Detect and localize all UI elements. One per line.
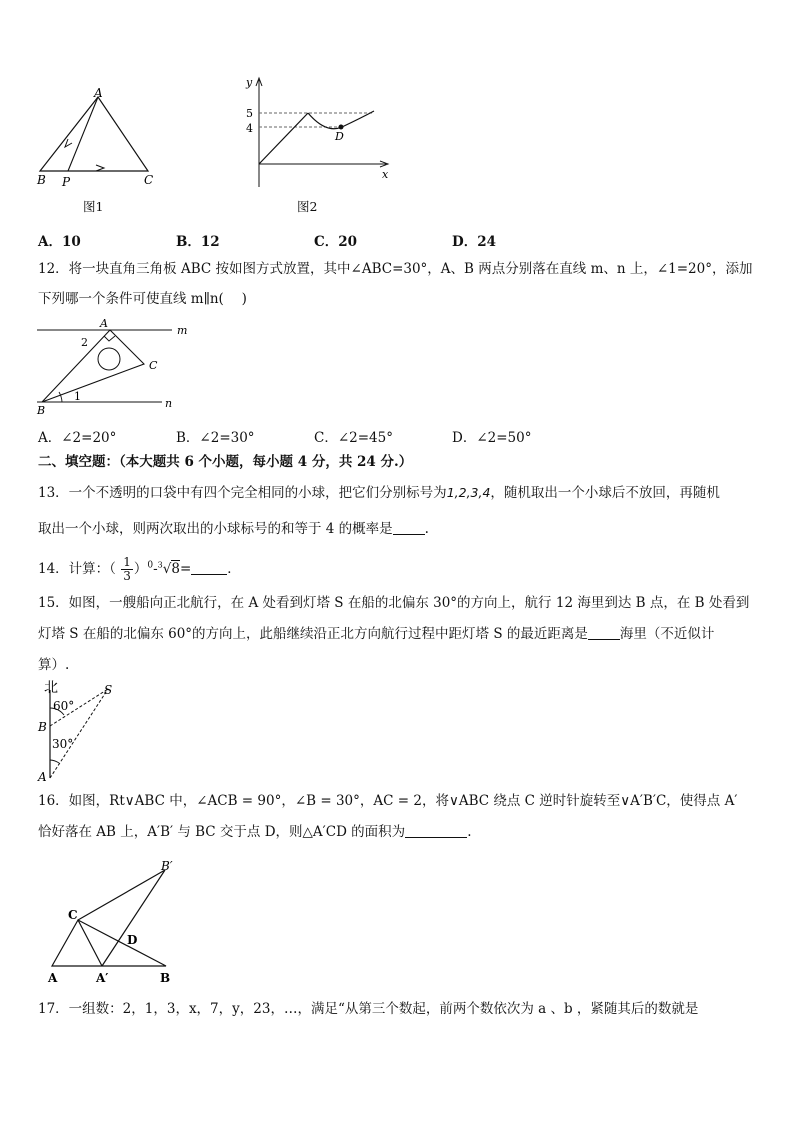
q14-prefix: 14．计算：（ [38, 561, 116, 577]
q15-text-line1: 15．如图，一艘船向正北航行，在 A 处看到灯塔 S 在船的北偏东 30°的方向上，航行 12 海里到达 B 点，在 B 处看到 [38, 595, 750, 611]
q13-text-a: 13．一个不透明的口袋中有四个完全相同的小球，把它们分别标号为 [38, 485, 447, 501]
q16-text-line2 [38, 823, 471, 841]
q15-label-b: B [38, 720, 47, 734]
q14-equals: = [179, 561, 192, 577]
q15-text-a: 灯塔 S 在船的北偏东 60°的方向上，此船继续沿正北方向航行过程中距灯塔 S 的最近距离是 [38, 626, 588, 642]
q14-end: ． [227, 561, 241, 577]
q12-label-m: m [177, 324, 188, 337]
q12-label-1: 1 [74, 390, 81, 403]
q14-exponent: 0 [147, 560, 154, 571]
q12-label-b: B [37, 404, 46, 416]
q15-label-a: A [38, 770, 47, 784]
fig1-label-c: C [144, 173, 154, 187]
section-2-heading: 二、填空题：（本大题共 6 个小题，每小题 4 分，共 24 分.） [38, 454, 413, 470]
q16-text-b: . [467, 824, 472, 840]
fig2-label-y: y [246, 76, 253, 89]
q15-label-30: 30° [52, 737, 74, 751]
q13-answer-blank[interactable] [393, 520, 425, 535]
fig2-label-d: D [335, 130, 344, 143]
q16-label-aprime: A′ [96, 971, 109, 985]
q14-fraction-denominator: 3 [123, 569, 131, 583]
q13-text-c: 取出一个小球，则两次取出的小球标号的和等于 4 的概率是 [38, 521, 393, 537]
q11-option-b[interactable]: B．12 [176, 234, 220, 250]
q12-option-d[interactable]: D．∠2=50° [452, 430, 532, 446]
fig2-label-5: 5 [246, 107, 253, 120]
q14-answer-blank[interactable] [191, 560, 227, 575]
q12-option-a[interactable]: A．∠2=20° [38, 430, 117, 446]
q13-text-end: . [424, 521, 429, 537]
fig1-label-p: P [62, 175, 71, 189]
q16-label-a: A [48, 971, 58, 985]
q17-text-line1: 17．一组数：2，1，3，x，7，y，23，…，满足“从第三个数起，前两个数依次为 a 、b ，紧随其后的数就是 [38, 1001, 699, 1017]
q16-answer-blank[interactable] [405, 823, 467, 838]
q14-radicand: 8 [171, 561, 180, 577]
q14-fraction-numerator: 1 [123, 555, 131, 569]
q13-text-line1 [38, 484, 720, 502]
q15-label-north: 北 [44, 680, 58, 696]
q15-text-line2 [38, 625, 714, 643]
q12-option-c[interactable]: C．∠2=45° [314, 430, 393, 446]
q11-option-d[interactable]: D．24 [452, 234, 496, 250]
q14-minus: - [153, 561, 158, 577]
q16-label-c: C [68, 908, 78, 922]
q14-close-paren: ） [133, 561, 148, 577]
q12-label-2: 2 [81, 336, 88, 349]
q11-option-a[interactable]: A．10 [38, 234, 81, 250]
fig2-caption: 图2 [297, 199, 318, 214]
q12-text-line1: 12．将一块直角三角板 ABC 按如图方式放置，其中∠ABC=30°，A、B 两点分别落在直线 m、n 上，∠1=20°，添加 [38, 261, 753, 277]
q12-figure [32, 316, 202, 416]
q16-label-b: B [160, 971, 171, 985]
q16-text-a: 恰好落在 AB 上，A′B′ 与 BC 交于点 D，则△A′CD 的面积为 [38, 824, 406, 840]
fig2-label-4: 4 [246, 122, 253, 135]
q14-fraction [121, 556, 133, 583]
q15-label-s: S [104, 683, 113, 697]
q13-numbers: 1,2,3,4 [446, 485, 491, 500]
q11-option-c[interactable]: C．20 [314, 234, 358, 250]
fig1-caption: 图1 [83, 199, 104, 214]
q13-text-line2 [38, 520, 429, 538]
fig1-label-a: A [94, 86, 103, 100]
q15-label-60: 60° [53, 699, 75, 713]
fig2-label-x: x [382, 168, 389, 181]
q14-root-index: 3 [157, 560, 163, 570]
fig1-label-b: B [37, 173, 46, 187]
q13-text-b: ，随机取出一个小球后不放回，再随机 [490, 485, 720, 501]
q12-option-b[interactable]: B．∠2=30° [176, 430, 255, 446]
q15-figure [32, 678, 132, 788]
q12-text-line2: 下列哪一个条件可使直线 m∥n( ) [38, 291, 247, 307]
q16-label-bprime: B′ [161, 859, 173, 873]
q16-figure [40, 858, 190, 988]
q15-answer-blank[interactable] [588, 625, 620, 640]
q16-text-line1: 16．如图，Rt∨ABC 中，∠ACB = 90°，∠B = 30°，AC = 2，将∨ABC 绕点 C 逆时针旋转至∨A′B′C，使得点 A′ [38, 793, 738, 809]
sqrt-icon: √ [162, 561, 172, 577]
q15-text-b: 海里（不近似计 [619, 626, 715, 642]
q12-label-n: n [165, 397, 173, 410]
q16-label-d: D [127, 933, 138, 947]
q15-text-line3: 算）. [38, 657, 70, 673]
figure-1-triangle [30, 85, 170, 190]
q12-label-c: C [149, 359, 158, 372]
figure-2-graph [236, 72, 396, 192]
q14-text [38, 556, 241, 586]
q12-label-a: A [100, 317, 108, 330]
